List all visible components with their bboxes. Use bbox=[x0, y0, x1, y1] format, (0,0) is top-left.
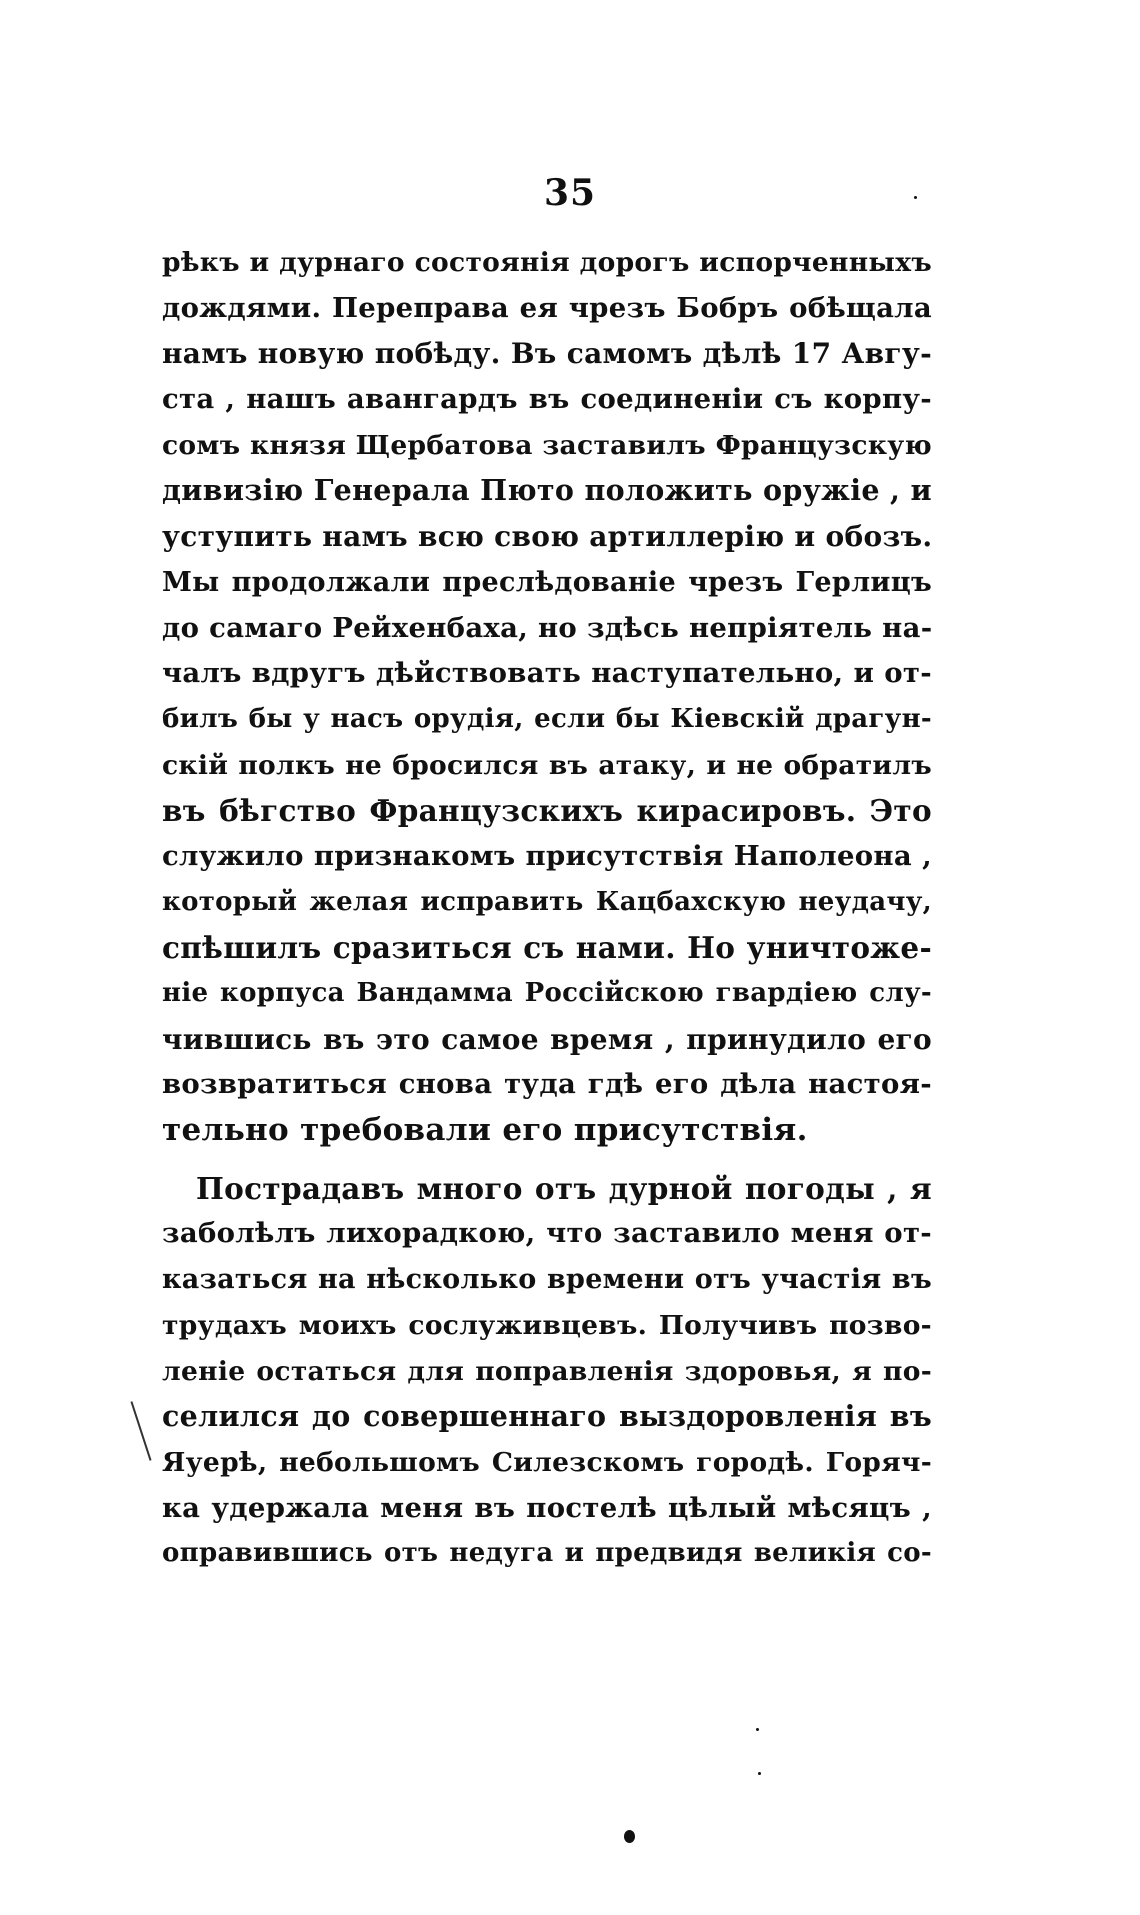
ink-speck bbox=[756, 1728, 759, 1731]
text-line: въ бѣгство Французскихъ кирасировъ. Это bbox=[162, 793, 932, 829]
text-line: леніе остаться для поправленія здоровья, я по- bbox=[162, 1355, 932, 1387]
text-line: чалъ вдругъ дѣйствовать наступательно, и от- bbox=[162, 657, 932, 690]
ink-speck bbox=[758, 1772, 761, 1775]
text-line: дождями. Переправа ея чрезъ Бобръ обѣщала bbox=[162, 291, 932, 324]
text-line: оправившись отъ недуга и предвидя великія со- bbox=[162, 1538, 932, 1569]
text-line: который желая исправить Кацбахскую неудачу, bbox=[162, 886, 932, 917]
body-text bbox=[162, 240, 932, 1577]
text-line: служило признакомъ присутствія Наполеона , bbox=[162, 839, 932, 872]
text-line: ніе корпуса Вандамма Россійскою гвардіею слу- bbox=[162, 978, 932, 1008]
text-line: казаться на нѣсколько времени отъ участія въ bbox=[162, 1264, 932, 1296]
text-line: ста , нашъ авангардъ въ соединеніи съ корпу- bbox=[162, 383, 932, 416]
paragraph-gap bbox=[162, 1154, 932, 1166]
text-line: Пострадавъ много отъ дурной погоды , я bbox=[196, 1170, 932, 1206]
text-line: уступить намъ всю свою артиллерію и обозъ. bbox=[162, 520, 933, 554]
text-line: билъ бы у насъ орудія, если бы Кіевскій драгун- bbox=[162, 703, 932, 734]
ink-speck bbox=[914, 196, 917, 199]
text-line: намъ новую побѣду. Въ самомъ дѣлѣ 17 Авгу- bbox=[162, 337, 932, 371]
text-line: заболѣлъ лихорадкою, что заставило меня от- bbox=[162, 1217, 932, 1250]
text-line: спѣшилъ сразиться съ нами. Но уничтоже- bbox=[162, 930, 932, 966]
text-line: селился до совершеннаго выздоровленія въ bbox=[162, 1399, 932, 1434]
ink-dot bbox=[624, 1830, 635, 1843]
text-line: тельно требовали его присутствія. bbox=[162, 1112, 808, 1149]
text-line: чившись въ это самое время , принудило его bbox=[162, 1022, 932, 1056]
text-line: Мы продолжали преслѣдованіе чрезъ Герлицъ bbox=[162, 566, 932, 598]
text-line: ка удержала меня въ постелѣ цѣлый мѣсяцъ , bbox=[162, 1491, 932, 1524]
page-number: 35 bbox=[543, 172, 597, 214]
text-line: сомъ князя Щербатова заставилъ Французскую bbox=[162, 429, 932, 461]
text-line: рѣкъ и дурнаго состоянія дорогъ испорченныхъ bbox=[162, 247, 932, 278]
text-line: трудахъ моихъ сослуживцевъ. Получивъ позво- bbox=[162, 1309, 932, 1341]
text-line: Яуерѣ, небольшомъ Силезскомъ городѣ. Горяч- bbox=[162, 1446, 932, 1478]
text-line: дивизію Генерала Пюто положить оружіе , и bbox=[162, 473, 932, 508]
text-line: скій полкъ не бросился въ атаку, и не обратилъ bbox=[162, 749, 932, 781]
text-line: возвратиться снова туда гдѣ его дѣла настоя- bbox=[162, 1068, 932, 1101]
margin-scratch-mark bbox=[130, 1401, 151, 1461]
text-line: до самаго Рейхенбаха, но здѣсь непріятель на- bbox=[162, 611, 933, 644]
